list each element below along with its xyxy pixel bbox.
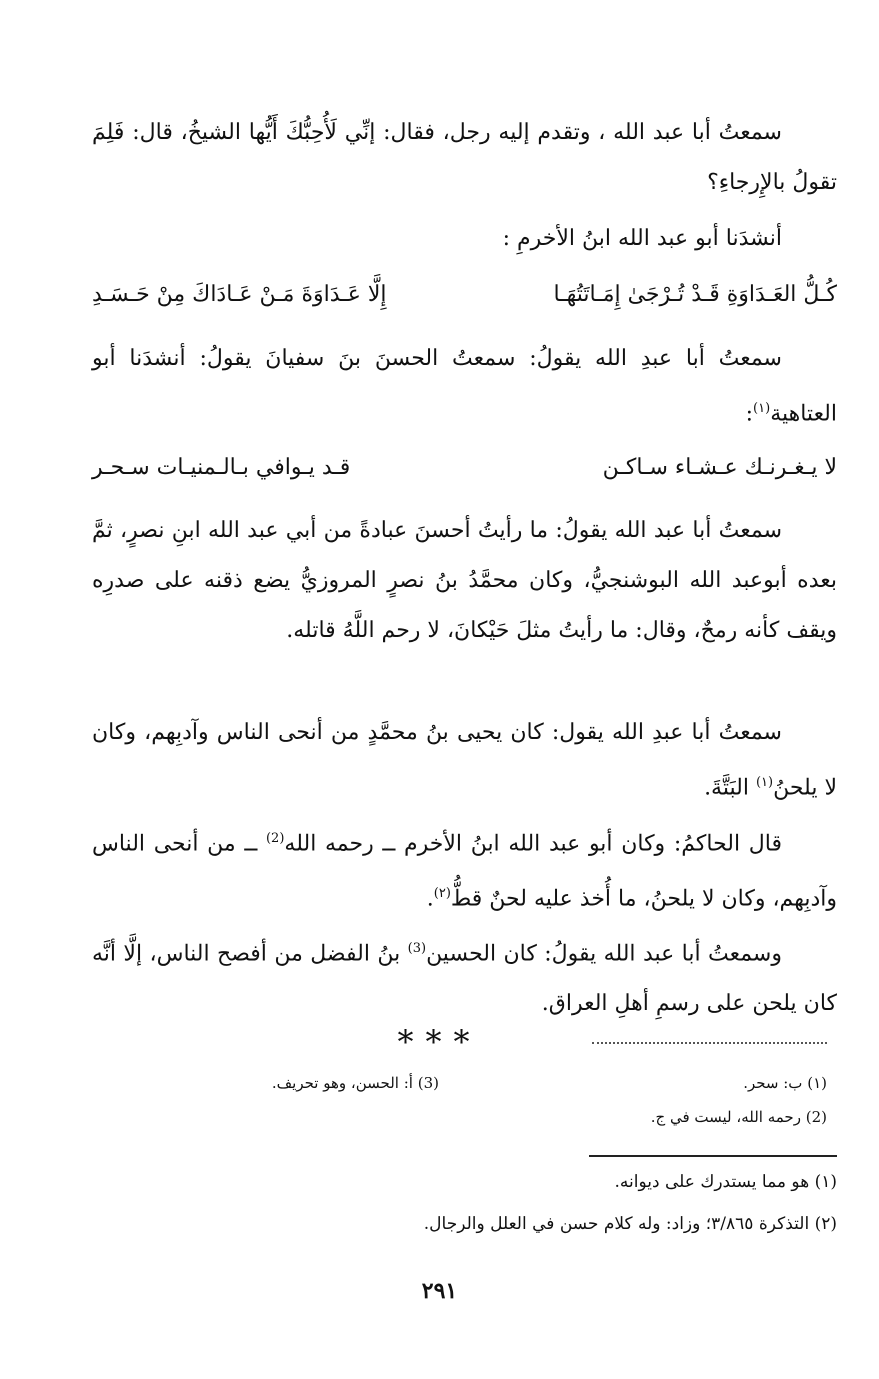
page-number: ٢٩١ bbox=[421, 1278, 458, 1304]
footnote-marker-2[interactable]: (٢) bbox=[433, 886, 451, 902]
verse-2 bbox=[92, 446, 837, 490]
paragraph-3-text: سمعتُ أبا عبدِ الله يقولُ: سمعتُ الحسنَ بنَ سفيانَ يقولُ: أنشدَنا أبو العتاهية bbox=[92, 346, 837, 427]
editor-note-1-number: (١) bbox=[807, 1074, 827, 1092]
footnotes-rule bbox=[589, 1155, 837, 1157]
paragraph-6-end: . bbox=[426, 886, 434, 912]
editor-note-2 bbox=[651, 1106, 827, 1128]
paragraph-4-text: سمعتُ أبا عبد الله يقولُ: ما رأيتُ أحسنَ عبادةً من أبي عبد الله ابنِ نصرٍ، ثمَّ بعده أبوعبد الله البوشنجيُّ، وكان محمَّدُ بنُ نصرٍ المروزيُّ يضع ذقنه على صدرِه ويقف كأنه رمحٌ، وقال: ما رأيتُ مثلَ حَيْكانَ، لا رحم اللَّهُ قاتله. bbox=[92, 518, 837, 643]
editor-note-marker-2[interactable]: (2) bbox=[265, 831, 285, 846]
editor-note-2-text: رحمه الله، ليست في ج. bbox=[650, 1108, 801, 1126]
footnote-marker-1[interactable]: (١) bbox=[753, 401, 771, 416]
footnote-2-text: التذكرة ٣/٨٦٥؛ وزاد: وله كلام حسن في العلل والرجال. bbox=[423, 1214, 810, 1234]
footnote-2-number: (٢) bbox=[814, 1214, 837, 1234]
paragraph-3-end: : bbox=[745, 401, 754, 427]
editor-note-marker-3[interactable]: (3) bbox=[407, 941, 427, 956]
paragraph-6 bbox=[92, 814, 837, 925]
paragraph-7-rest: بنُ الفضل من أفصح الناس، إلَّا أنَّه كان يلحن على رسمِ أهلِ العراق. bbox=[92, 941, 837, 1017]
paragraph-5 bbox=[92, 708, 837, 813]
footnote-2 bbox=[424, 1210, 837, 1238]
paragraph-2 bbox=[92, 214, 837, 264]
verse-1-second-hemistich: إِلَّا عَـدَاوَةَ مَـنْ عَـادَاكَ مِنْ حَـسَـدِ bbox=[92, 282, 387, 307]
paragraph-5-end: البَتَّةَ. bbox=[704, 775, 749, 801]
verse-2-second-hemistich: قـد يـوافي بـالـمنيـات سـحـر bbox=[92, 455, 351, 480]
editor-note-2-number: (2) bbox=[805, 1108, 827, 1126]
paragraph-7-text: وسمعتُ أبا عبد الله يقولُ: كان الحسين bbox=[426, 941, 782, 967]
section-separator: *** bbox=[397, 1023, 482, 1061]
editor-note-3-text: أ: الحسن، وهو تحريف. bbox=[271, 1074, 413, 1092]
verse-2-first-hemistich: لا يـغـرنـك عـشـاء سـاكـن bbox=[602, 455, 837, 480]
paragraph-6-text: قال الحاكمُ: وكان أبو عبد الله ابنُ الأخرم ــ رحمه الله bbox=[284, 831, 783, 857]
editor-note-1 bbox=[743, 1072, 827, 1094]
paragraph-7 bbox=[92, 924, 837, 1029]
paragraph-5-text: سمعتُ أبا عبدِ الله يقول: كان يحيى بنُ محمَّدٍ من أنحى الناس وآدبِهم، وكان لا يلحنُ bbox=[92, 720, 837, 801]
paragraph-1 bbox=[92, 108, 837, 208]
editor-note-1-text: ب: سحر. bbox=[743, 1074, 803, 1092]
editor-note-3 bbox=[272, 1072, 439, 1094]
paragraph-1-text: سمعتُ أبا عبد الله ، وتقدم إليه رجل، فقال: إنِّي لَأُحِبُّكَ أَيُّها الشيخُ، قال: فَلِمَ تقولُ بالإِرجاءِ؟ bbox=[92, 120, 837, 195]
editor-notes-divider bbox=[592, 1042, 827, 1044]
verse-1-first-hemistich: كُـلُّ العَـدَاوَةِ قَـدْ تُـرْجَىٰ إِمَـاتَتُهَـا bbox=[553, 282, 837, 307]
paragraph-2-text: أنشدَنا أبو عبد الله ابنُ الأخرمِ : bbox=[502, 226, 782, 251]
paragraph-6-middle: ــ من أنحى الناس وآدبِهم، وكان لا يلحنُ، ما أُخذ عليه لحنٌ قطُّ bbox=[92, 831, 837, 912]
paragraph-4 bbox=[92, 506, 837, 656]
footnote-1-text: هو مما يستدرك على ديوانه. bbox=[614, 1172, 810, 1192]
editor-note-3-number: (3) bbox=[417, 1074, 439, 1092]
footnote-1-number: (١) bbox=[814, 1172, 837, 1192]
footnote-1 bbox=[615, 1168, 837, 1196]
paragraph-3 bbox=[92, 334, 837, 439]
verse-1 bbox=[92, 273, 837, 317]
footnote-marker-1b[interactable]: (١) bbox=[755, 775, 774, 790]
